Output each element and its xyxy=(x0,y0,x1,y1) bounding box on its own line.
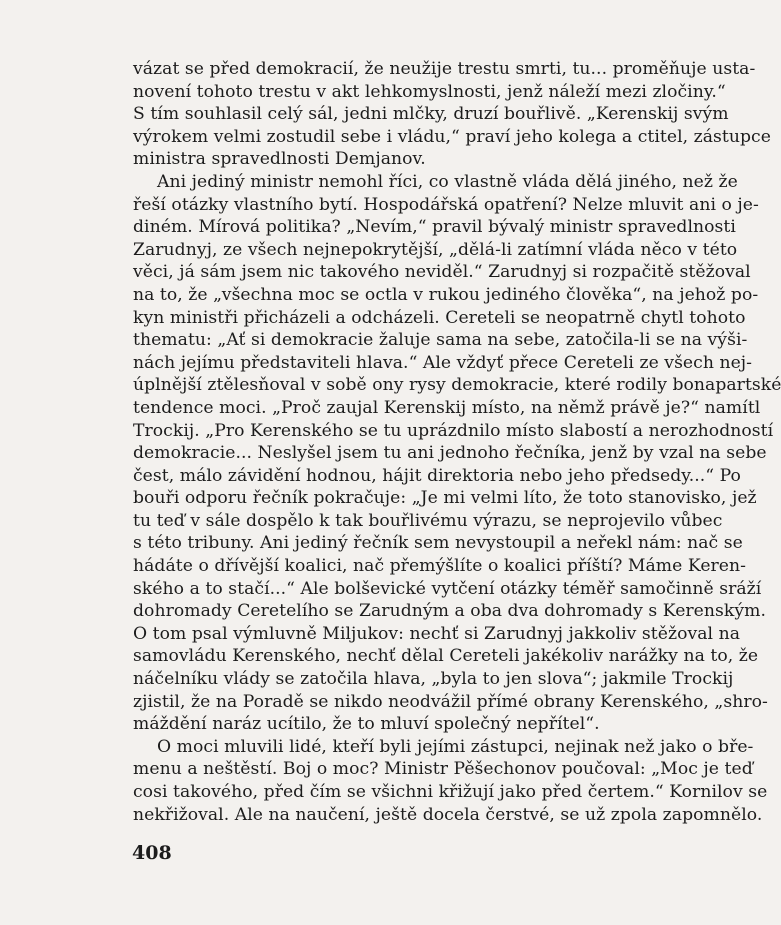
text-line: Zarudnyj, ze všech nejnepokrytější, „dělá-li zatímní vláda něco v této xyxy=(133,239,738,260)
text-line: nekřižoval. Ale na naučení, ještě docela čerstvé, se už zpola zapomnělo. xyxy=(133,804,763,825)
text-line: O tom psal výmluvně Miljukov: nechť si Zarudnyj jakkoliv stěžoval na xyxy=(133,623,741,644)
text-line: diném. Mírová politika? „Nevím,“ pravil bývalý ministr spravedlnosti xyxy=(133,217,736,238)
text-line: věci, já sám jsem nic takového neviděl.“ Zarudnyj si rozpačitě stěžoval xyxy=(133,262,751,283)
text-line: zjistil, že na Poradě se nikdo neodvážil přímé obrany Kerenského, „shro- xyxy=(133,691,768,712)
text-line: samovládu Kerenského, nechť dělal Cereteli jakékoliv narážky na to, že xyxy=(133,646,759,667)
text-line: náčelníku vlády se zatočila hlava, „byla to jen slova“; jakmile Trockij xyxy=(133,669,734,690)
text-line: Ani jediný ministr nemohl říci, co vlastně vláda dělá jiného, než že xyxy=(157,171,738,192)
text-line: O moci mluvili lidé, kteří byli jejími zástupci, nejinak než jako o bře- xyxy=(157,736,754,757)
text-line: nách jejímu představiteli hlava.“ Ale vždyť přece Cereteli ze všech nej- xyxy=(133,352,753,373)
text-line: menu a neštěstí. Boj o moc? Ministr Pěšechonov poučoval: „Moc je teď xyxy=(133,759,753,780)
text-line: thematu: „Ať si demokracie žaluje sama na sebe, zatočila-li se na výši- xyxy=(133,330,748,351)
text-line: kyn ministři přicházeli a odcházeli. Cereteli se neopatrně chytl tohoto xyxy=(133,307,746,328)
text-line: cosi takového, před čím se všichni křižují jako před čertem.“ Kornilov se xyxy=(133,782,768,802)
text-line: tendence moci. „Proč zaujal Kerenskij místo, na němž právě je?“ namítl xyxy=(133,397,761,418)
text-line: máždění naráz ucítilo, že to mluví společný nepřítel“. xyxy=(133,714,600,735)
text-line: řeší otázky vlastního bytí. Hospodářská opatření? Nelze mluvit ani o je- xyxy=(133,194,759,215)
text-line: novení tohoto trestu v akt lehkomyslnosti, jenž náleží mezi zločiny.“ xyxy=(133,81,726,102)
text-line: s této tribuny. Ani jediný řečník sem nevystoupil a neřekl nám: nač se xyxy=(133,533,743,554)
text-line: bouři odporu řečník pokračuje: „Je mi velmi líto, že toto stanovisko, jež xyxy=(133,488,757,509)
text-line: ministra spravedlnosti Demjanov. xyxy=(133,149,426,170)
text-line: Trockij. „Pro Kerenského se tu uprázdnilo místo slabostí a nerozhodností xyxy=(133,420,774,441)
body-text xyxy=(133,58,781,826)
text-line: vázat se před demokracií, že neužije trestu smrti, tu... proměňuje usta- xyxy=(133,59,756,79)
text-line: výrokem velmi zostudil sebe i vládu,“ praví jeho kolega a ctitel, zástupce xyxy=(133,126,771,147)
text-line: S tím souhlasil celý sál, jedni mlčky, druzí bouřlivě. „Kerenskij svým xyxy=(133,104,729,125)
text-line: demokracie... Neslyšel jsem tu ani jednoho řečníka, jenž by vzal na sebe xyxy=(133,443,767,464)
text-line: na to, že „všechna moc se octla v rukou jediného člověka“, na jehož po- xyxy=(133,284,759,305)
text-line: úplnější ztělesňoval v sobě ony rysy demokracie, které rodily bonapartské xyxy=(133,375,781,396)
text-line: ského a to stačí...“ Ale bolševické vytčení otázky téměř samočinně sráží xyxy=(133,578,762,599)
text-line: tu teď v sále dospělo k tak bouřlivému výrazu, se neprojevilo vůbec xyxy=(133,510,723,531)
page-number: 408 xyxy=(132,842,172,864)
text-line: hádáte o dřívější koalici, nač přemýšlíte o koalici příští? Máme Keren- xyxy=(133,556,747,577)
text-line: čest, málo závidění hodnou, hájit direktoria nebo jeho předsedy...“ Po xyxy=(133,465,741,486)
text-line: dohromady Ceretelího se Zarudným a oba dva dohromady s Kerenským. xyxy=(133,601,766,622)
